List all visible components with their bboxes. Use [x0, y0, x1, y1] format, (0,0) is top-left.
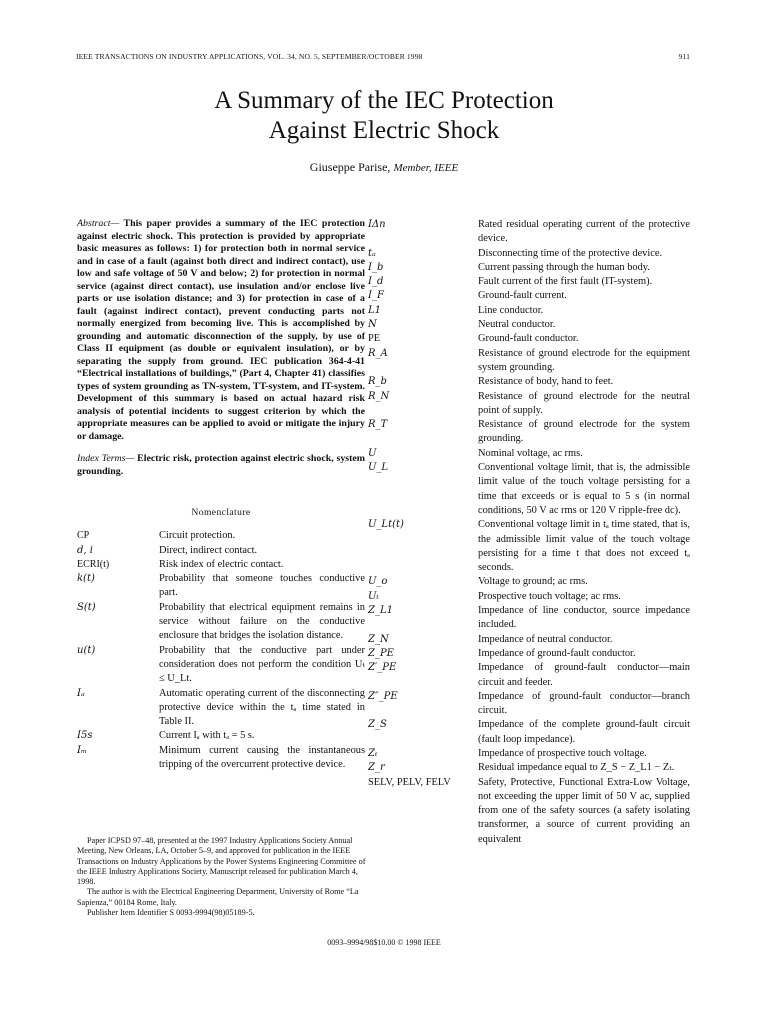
nomenclature-definition: Fault current of the first fault (IT-system). — [478, 276, 653, 288]
nomenclature-definition: Conventional voltage limit in tₐ time stated, that is, the admissible limit value of the touch voltage persisting for a time t that does not exceed tₐ seconds. — [478, 519, 690, 574]
nomenclature-definition: Probability that electrical equipment remains in service without failure on the conductive enclosure that bridges the isolation distance. — [159, 601, 365, 642]
page-number: 911 — [678, 52, 690, 61]
nomenclature-symbol: Z_PE — [368, 647, 394, 659]
nomenclature-definition: Direct, indirect contact. — [159, 544, 258, 556]
nomenclature-symbol: ECRI(t) — [77, 558, 110, 570]
nomenclature-definition: Conventional voltage limit, that is, the admissible limit value of the touch voltage persisting for a time that exceeds or is equal to 5 s (in normal conditions, 50 V ac rms or 120 V ripple-free dc). — [478, 462, 690, 516]
abstract-text: This paper provides a summary of the IEC protection against electric shock. This protection is provided by appropriate basic measures as follows: 1) for protection both in normal service and in case of a fault (against both direct and indirect contact), use low and safe voltage of 50 V and below; 2) for protection in normal service (against direct contact), use insulation and/or enclose live parts or use isolation distance; and 3) for protection in case of a fault (against indirect contact), prevent conducting parts not normally energized from becoming live. This is accomplished by grounding and automatic disconnection of the supply, by use of Class II equipment (as double or equivalent insulation), or by separating the supply from ground. IEC publication 364-4-41 “Electrical installations of buildings,” (Part 4, Chapter 41) classifies types of system grounding as TN-system, TT-system, and IT-system. Development of this summary is based on actual hazard risk analysis of potential incidents to suggest criterion by which the appropriate measures can be applied to avoid or mitigate the injury or damage. — [77, 218, 365, 442]
nomenclature-symbol: I_d — [368, 276, 384, 288]
nomenclature-symbol: R_A — [368, 347, 388, 359]
nomenclature-symbol: R_b — [368, 376, 387, 388]
nomenclature-symbol: Z_L1 — [368, 605, 393, 617]
nomenclature-symbol: d, i — [77, 544, 93, 556]
nomenclature-definition: Risk index of electric contact. — [159, 558, 284, 570]
nomenclature-symbol: u(t) — [77, 644, 96, 656]
journal-header: IEEE TRANSACTIONS ON INDUSTRY APPLICATIONS, VOL. 34, NO. 5, SEPTEMBER/OCTOBER 1998 — [76, 52, 423, 61]
abstract-label: Abstract— — [77, 218, 120, 229]
running-header — [76, 52, 690, 61]
nomenclature-definition: Line conductor. — [478, 304, 544, 316]
nomenclature-definition: Residual impedance equal to Z_S − Z_L1 − Zₜ. — [478, 762, 675, 774]
nomenclature-definition: Neutral conductor. — [478, 319, 556, 331]
nomenclature-definition: Nominal voltage, ac rms. — [478, 447, 583, 459]
author-line — [0, 160, 768, 175]
nomenclature-definition: Impedance of the complete ground-fault circuit (fault loop impedance). — [478, 719, 690, 745]
nomenclature-symbol: PE — [368, 333, 381, 345]
nomenclature-symbol: L1 — [368, 304, 382, 316]
author-name: Giuseppe Parise, — [309, 160, 391, 174]
nomenclature-symbol: Iₘ — [77, 744, 88, 756]
nomenclature-definition: Rated residual operating current of the protective device. — [478, 219, 690, 245]
nomenclature-symbol: Uₜ — [368, 590, 379, 602]
nomenclature-definition: Resistance of ground electrode for the system grounding. — [478, 419, 690, 445]
nomenclature-symbol: R_N — [368, 390, 390, 402]
nomenclature-definition: Ground-fault current. — [478, 290, 567, 302]
nomenclature-definition: Probability that someone touches conductive part. — [159, 573, 365, 599]
nomenclature-definition: Circuit protection. — [159, 530, 236, 542]
nomenclature-symbol: CP — [77, 530, 90, 542]
nomenclature-symbol: U_L — [368, 462, 389, 474]
nomenclature-symbol: S(t) — [77, 601, 96, 613]
nomenclature-definition: Resistance of ground electrode for the neutral point of supply. — [478, 390, 690, 416]
title-line-1: A Summary of the IEC Protection — [214, 87, 554, 114]
nomenclature-list-left — [77, 529, 365, 772]
nomenclature-symbol: Iₐ — [77, 687, 85, 699]
nomenclature-definition: Probability that the conductive part under consideration does not perform the condition Uₜ ≤ U_Lt. — [159, 644, 365, 685]
nomenclature-symbol: SELV, PELV, FELV — [368, 776, 451, 788]
nomenclature-symbol: R_T — [368, 419, 388, 431]
nomenclature-definition: Automatic operating current of the disconnecting protective device within the tₐ time stated in Table II. — [159, 687, 365, 728]
title-line-2: Against Electric Shock — [268, 117, 500, 144]
nomenclature-definition: Minimum current causing the instantaneous tripping of the overcurrent protective device. — [159, 744, 365, 771]
author-affiliation: Member, IEEE — [393, 162, 459, 174]
nomenclature-definition: Impedance of prospective touch voltage. — [478, 747, 647, 759]
nomenclature-list-right — [368, 218, 690, 847]
nomenclature-definition: Current passing through the human body. — [478, 261, 650, 273]
nomenclature-symbol: U_o — [368, 576, 388, 588]
nomenclature-symbol: Z″_PE — [368, 690, 398, 702]
nomenclature-definition: Impedance of ground-fault conductor—main circuit and feeder. — [478, 662, 690, 688]
paper-title — [0, 86, 768, 146]
nomenclature-symbol: Z_r — [368, 762, 385, 774]
nomenclature-symbol: U — [368, 447, 377, 459]
nomenclature-symbol: Z′_PE — [368, 662, 397, 674]
nomenclature-heading: Nomenclature — [191, 507, 251, 518]
nomenclature-definition: Disconnecting time of the protective device. — [478, 247, 663, 259]
nomenclature-symbol: I5s — [77, 730, 93, 742]
index-terms-text: Electric risk, protection against electric shock, system grounding. — [77, 453, 366, 477]
index-terms-label: Index Terms— — [77, 453, 135, 464]
nomenclature-definition: Safety, Protective, Functional Extra-Low Voltage, not exceeding the upper limit of 50 V ac, supplied from one of the safety sources (a safety isolating transformer, a source of current providing an equivalent — [478, 776, 690, 845]
nomenclature-definition: Resistance of body, hand to feet. — [478, 376, 614, 388]
abstract — [77, 218, 365, 443]
nomenclature-symbol: N — [368, 319, 377, 331]
nomenclature-definition: Ground-fault conductor. — [478, 333, 579, 345]
nomenclature-symbol: Z_N — [368, 633, 389, 645]
nomenclature-symbol: k(t) — [77, 573, 95, 585]
nomenclature-definition: Impedance of neutral conductor. — [478, 633, 613, 645]
nomenclature-symbol: IΔn — [368, 219, 386, 230]
nomenclature-symbol: I_F — [368, 290, 384, 302]
nomenclature-symbol: Zₜ — [368, 747, 378, 759]
nomenclature-definition: Prospective touch voltage; ac rms. — [478, 590, 621, 602]
nomenclature-definition: Impedance of ground-fault conductor. — [478, 647, 636, 659]
nomenclature-symbol: Z_S — [368, 719, 387, 731]
nomenclature-definition: Voltage to ground; ac rms. — [478, 576, 588, 588]
nomenclature-symbol: U_Lt(t) — [368, 519, 404, 531]
nomenclature-definition: Current Iₐ with tₐ = 5 s. — [159, 730, 255, 742]
footnote — [77, 836, 369, 918]
nomenclature-definition: Impedance of line conductor, source impedance included. — [478, 605, 690, 631]
footnote-paragraph: The author is with the Electrical Engineering Department, University of Rome “La Sapienza,” 00184 Rome, Italy. — [77, 887, 359, 907]
index-terms — [77, 453, 365, 478]
footnote-paragraph: Paper ICPSD 97–48, presented at the 1997 Industry Applications Society Annual Meeting, New Orleans, LA, October 5–9, and approved for publication in the IEEE Transactions on Industry Applications by the Power Systems Engineering Committee of the IEEE Industry Applications Society. Manuscript released for publication March 4, 1998. — [77, 836, 366, 887]
left-column — [77, 218, 365, 772]
nomenclature-symbol: I_b — [368, 261, 384, 273]
copyright-line: 0093–9994/98$10.00 © 1998 IEEE — [327, 938, 441, 947]
right-column — [368, 218, 690, 847]
nomenclature-definition: Resistance of ground electrode for the equipment system grounding. — [478, 347, 690, 373]
footnote-paragraph: Publisher Item Identifier S 0093-9994(98)05189-5. — [87, 908, 255, 918]
nomenclature-definition: Impedance of ground-fault conductor—branch circuit. — [478, 690, 690, 717]
nomenclature-symbol: tₐ — [368, 247, 376, 259]
